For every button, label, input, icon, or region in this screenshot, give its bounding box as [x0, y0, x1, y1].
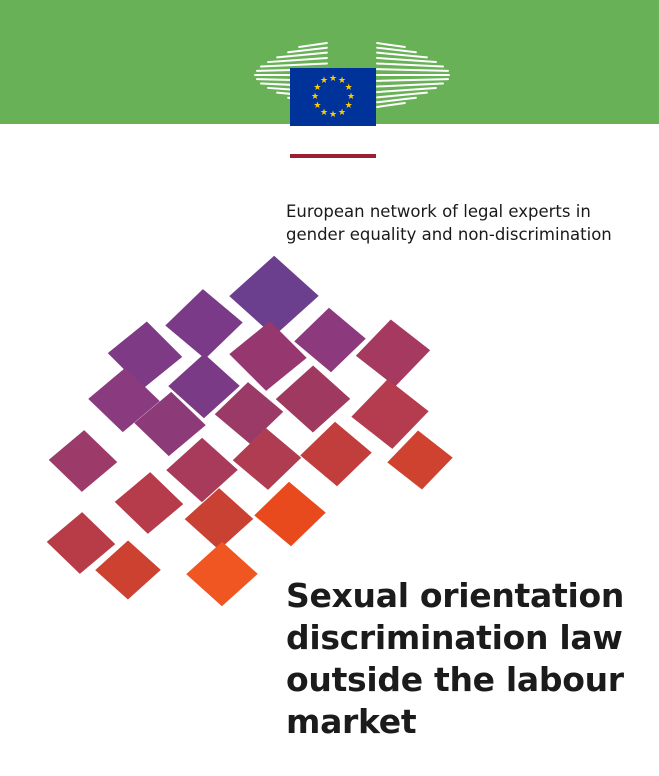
mosaic-diamond	[49, 430, 118, 492]
page-title-line3: outside the labour	[286, 660, 624, 699]
eu-star-icon: ★	[311, 92, 320, 102]
logo-caption-line2: Commission	[290, 141, 348, 152]
eu-star-icon: ★	[313, 101, 322, 111]
logo-wing-line	[376, 68, 449, 72]
mosaic-diamond	[356, 320, 430, 387]
mosaic-diamond	[276, 365, 351, 432]
logo-wing-line	[376, 78, 449, 82]
eu-star-icon: ★	[313, 83, 322, 93]
logo-caption-line1: European	[290, 130, 336, 141]
mosaic-diamond	[115, 472, 184, 534]
page-title-line1: Sexual orientation	[286, 576, 625, 615]
european-commission-logo	[252, 40, 452, 160]
logo-caption	[290, 130, 410, 152]
logo-wing-line	[376, 74, 450, 76]
mosaic-diamond	[185, 488, 254, 550]
logo-wing-line	[260, 62, 328, 67]
network-subtitle	[286, 200, 636, 246]
network-subtitle-line2: gender equality and non-discrimination	[286, 225, 612, 244]
page-title-line4: market	[286, 702, 417, 741]
mosaic-diamond	[229, 256, 318, 337]
eu-flag-icon	[290, 68, 376, 126]
mosaic-diamond	[254, 482, 325, 546]
diamond-mosaic-graphic	[30, 258, 450, 618]
eu-star-icon: ★	[344, 83, 353, 93]
page-title-line2: discrimination law	[286, 618, 623, 657]
mosaic-diamond	[186, 542, 258, 606]
logo-wing-right-icon	[374, 40, 452, 112]
eu-star-icon: ★	[329, 110, 338, 120]
mosaic-diamond	[294, 308, 365, 372]
eu-star-icon: ★	[329, 74, 338, 84]
eu-star-icon: ★	[320, 107, 329, 118]
page-title	[286, 575, 646, 743]
eu-star-icon: ★	[338, 76, 347, 87]
network-subtitle-line1: European network of legal experts in	[286, 202, 591, 221]
logo-wing-line	[376, 62, 444, 67]
logo-underline-rule	[290, 154, 376, 158]
eu-star-icon: ★	[347, 92, 356, 102]
eu-star-icon: ★	[320, 76, 329, 87]
mosaic-diamond	[165, 289, 242, 359]
eu-star-icon: ★	[338, 107, 347, 118]
eu-star-icon: ★	[344, 101, 353, 111]
